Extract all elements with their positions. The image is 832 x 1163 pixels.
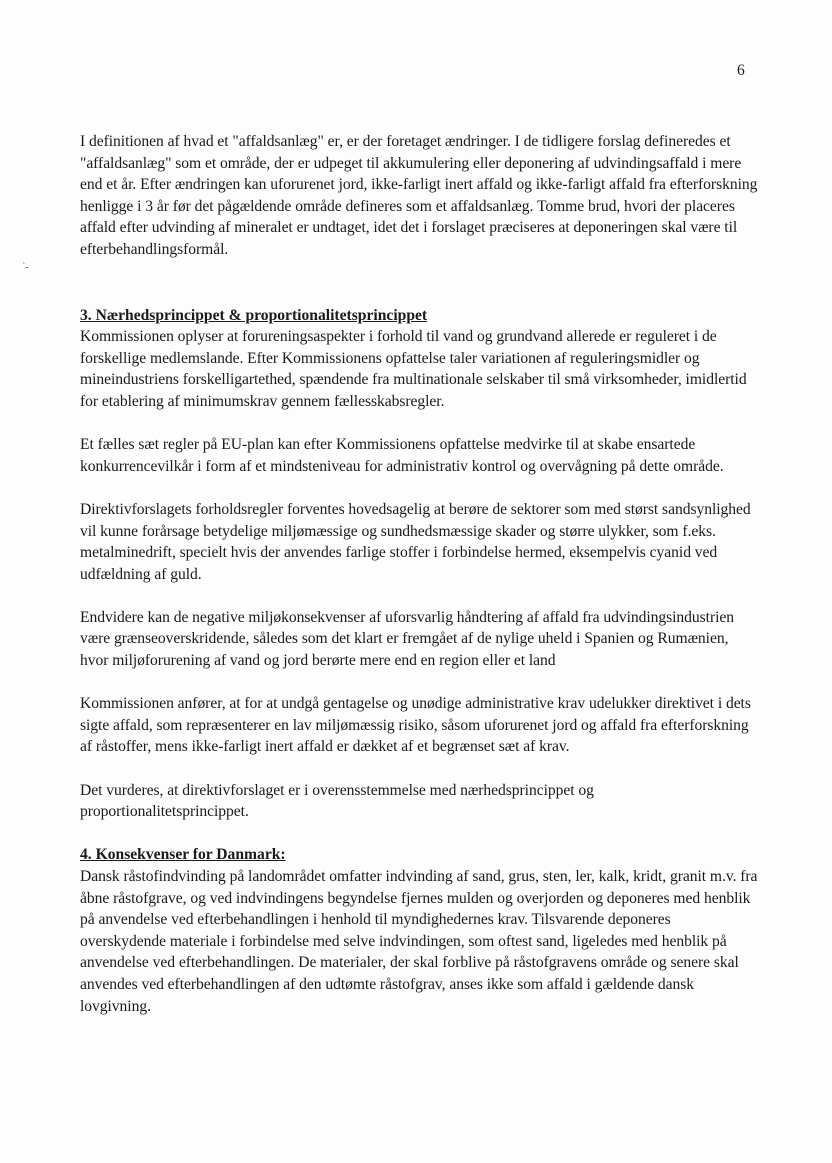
section-3-paragraph: Direktivforslagets forholdsregler forventes hovedsagelig at berøre de sektorer som med størst sandsynlighed vil kunne forårsage betydelige miljømæssige og sundhedsmæssige skader og større ulykker, som f.eks. metalminedrift, specielt hvis der anvendes farlige stoffer i forbindelse hermed, eksempelvis cyanid ved udfældning af guld. — [80, 500, 751, 583]
section-3 — [80, 305, 760, 823]
intro-paragraph: I definitionen af hvad et "affaldsanlæg" er, er der foretaget ændringer. I de tidligere forslag defineredes et "affaldsanlæg" som et område, der er udpeget til akkumulering eller deponering af udvindingsaffald i mere end et år. Efter ændringen kan uforurenet jord, ikke-farligt inert affald og ikke-farligt affald fra efterforskning henligge i 3 år før det pågældende område defineres som et affaldsanlæg. Tomme brud, hvori der placeres affald efter udvinding af mineralet er undtaget, idet det i forslaget præciseres at deponeringen skal være til efterbehandlingsformål. — [80, 133, 758, 258]
section-3-paragraph: Kommissionen anfører, at for at undgå gentagelse og unødige administrative krav udelukker direktivet i dets sigte affald, som repræsenterer en lav miljømæssig risiko, såsom uforurenet jord og affald fra efterforskning af råstoffer, mens ikke-farligt inert affald er dækket af et begrænset sæt af krav. — [80, 695, 751, 756]
section-3-paragraph: Det vurderes, at direktivforslaget er i overensstemmelse med nærhedsprincippet og proportionalitetsprincippet. — [80, 781, 594, 821]
document-body — [80, 131, 760, 1017]
section-3-paragraph: Kommissionen oplyser at forureningsaspekter i forhold til vand og grundvand allerede er reguleret i de forskellige medlemslande. Efter Kommissionens opfattelse taler variationen af reguleringsmidler og mineindustriens forskelligartethed, spændende fra multinationale selskaber til små virksomheder, imidlertid for etablering af minimumskrav gennem fællesskabsregler. — [80, 328, 747, 410]
section-3-paragraph: Et fælles sæt regler på EU-plan kan efter Kommissionens opfattelse medvirke til at skabe ensartede konkurrencevilkår i form af et mindsteniveau for administrativ kontrol og overvågning på dette område. — [80, 436, 724, 475]
section-3-paragraph: Endvidere kan de negative miljøkonsekvenser af uforsvarlig håndtering af affald fra udvindingsindustrien være grænseoverskridende, således som det klart er fremgået af de nylige uheld i Spanien og Rumænien, hvor miljøforurening af vand og jord berørte mere end en region eller et land — [80, 608, 735, 670]
section-4-paragraph: Dansk råstofindvinding på landområdet omfatter indvinding af sand, grus, sten, ler, kalk, kridt, granit m.v. fra åbne råstofgrave, og ved indvindingens begyndelse fjernes mulden og overjorden og deponeres med henblik på anvendelse ved efterbehandlingen i henhold til myndighedernes krav. Tilsvarende deponeres overskydende materiale i forbindelse med selve indvindingen, som oftest sand, ligeledes med henblik på anvendelse ved efterbehandlingen. De materialer, der skal forblive på råstofgravens område og senere skal anvendes ved efterbehandlingen af den udtømte råstofgrav, anses ikke som affald i gældende dansk lovgivning. — [80, 868, 758, 1015]
section-4-heading: 4. Konsekvenser for Danmark: — [80, 846, 286, 864]
section-3-heading: 3. Nærhedsprincippet & proportionalitetsprincippet — [80, 306, 428, 324]
scan-mark: `- — [22, 262, 29, 273]
page-number: 6 — [737, 62, 745, 79]
section-4 — [80, 844, 760, 1017]
